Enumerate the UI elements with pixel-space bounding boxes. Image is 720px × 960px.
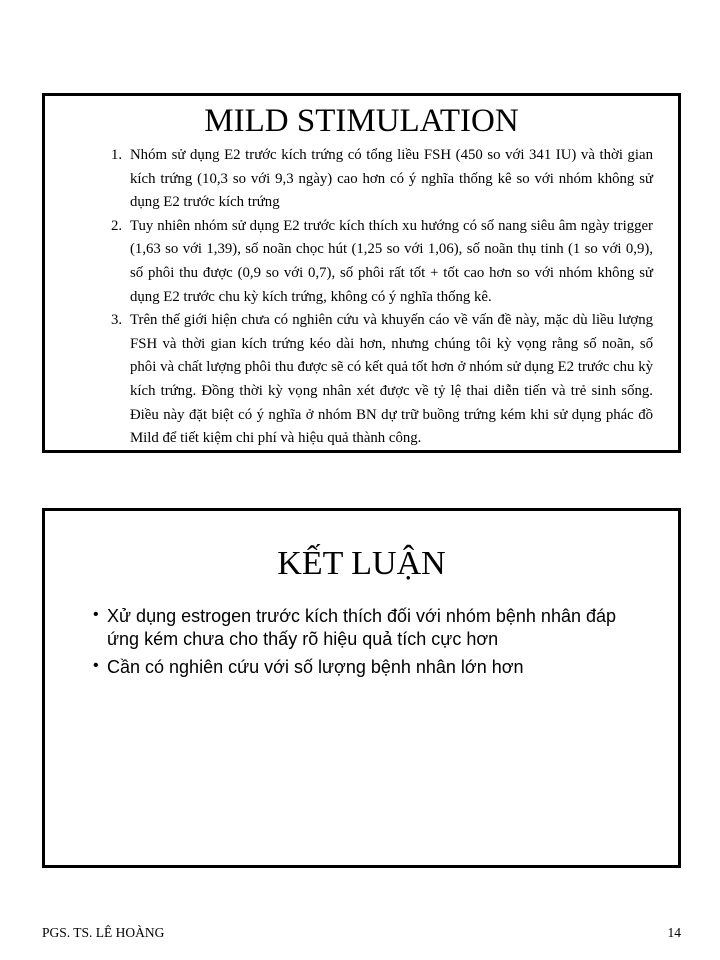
slide-mild-stimulation xyxy=(42,93,681,453)
slide2-bullet-list xyxy=(91,605,678,679)
page-footer xyxy=(42,925,681,941)
list-item xyxy=(111,215,653,309)
bullet-icon: • xyxy=(93,657,99,674)
bullet-item xyxy=(91,605,622,650)
list-item-number: 3. xyxy=(111,312,123,329)
slide-ket-luan xyxy=(42,508,681,868)
footer-page-number: 14 xyxy=(667,925,681,940)
list-item xyxy=(111,309,653,451)
list-item-text: Nhóm sử dụng E2 trước kích trứng có tổng liều FSH (450 so với 341 IU) và thời gian kích trứng (10,3 so với 9,3 ngày) cao hơn có ý nghĩa thống kê so với nhóm không sử dụng E2 trước kích trứng xyxy=(130,147,653,211)
bullet-item xyxy=(91,656,622,679)
list-item-text: Trên thế giới hiện chưa có nghiên cứu và khuyến cáo về vấn đề này, mặc dù liều lượng FSH và thời gian kích trứng kéo dài hơn, nhưng chúng tôi kỳ vọng rằng số noãn, số phôi và chất lượng phôi thu được sẽ có kết quả tốt hơn ở nhóm sử dụng E2 trước chu kỳ kích trứng. Đồng thời kỳ vọng nhân xét được về tỷ lệ thai diễn tiến và trẻ sinh sống. Điều này đặt biệt có ý nghĩa ở nhóm BN dự trữ buồng trứng kém khi sử dụng phác đồ Mild để tiết kiệm chi phí và hiệu quả thành công. xyxy=(130,312,653,447)
slide1-numbered-list xyxy=(111,144,653,451)
list-item-text: Tuy nhiên nhóm sử dụng E2 trước kích thích xu hướng có số nang siêu âm ngày trigger (1,63 so với 1,39), số noãn chọc hút (1,25 so với 1,06), số noãn thụ tinh (1 so với 0,9), số phôi thu được (0,9 so với 0,7), số phôi rất tốt + tốt cao hơn so với nhóm không sử dụng E2 trước chu kỳ kích trứng, không có ý nghĩa thống kê. xyxy=(130,217,653,305)
footer-author: PGS. TS. LÊ HOÀNG xyxy=(42,925,165,940)
slide1-title: MILD STIMULATION xyxy=(204,103,519,139)
bullet-text: Xử dụng estrogen trước kích thích đối với nhóm bệnh nhân đáp ứng kém chưa cho thấy rõ hiệu quả tích cực hơn xyxy=(107,606,617,649)
list-item-number: 2. xyxy=(111,217,123,234)
bullet-icon: • xyxy=(93,606,99,623)
slide2-title: KẾT LUẬN xyxy=(277,545,446,582)
list-item xyxy=(111,144,653,215)
bullet-text: Cần có nghiên cứu với số lượng bệnh nhân lớn hơn xyxy=(107,657,524,677)
list-item-number: 1. xyxy=(111,147,123,163)
